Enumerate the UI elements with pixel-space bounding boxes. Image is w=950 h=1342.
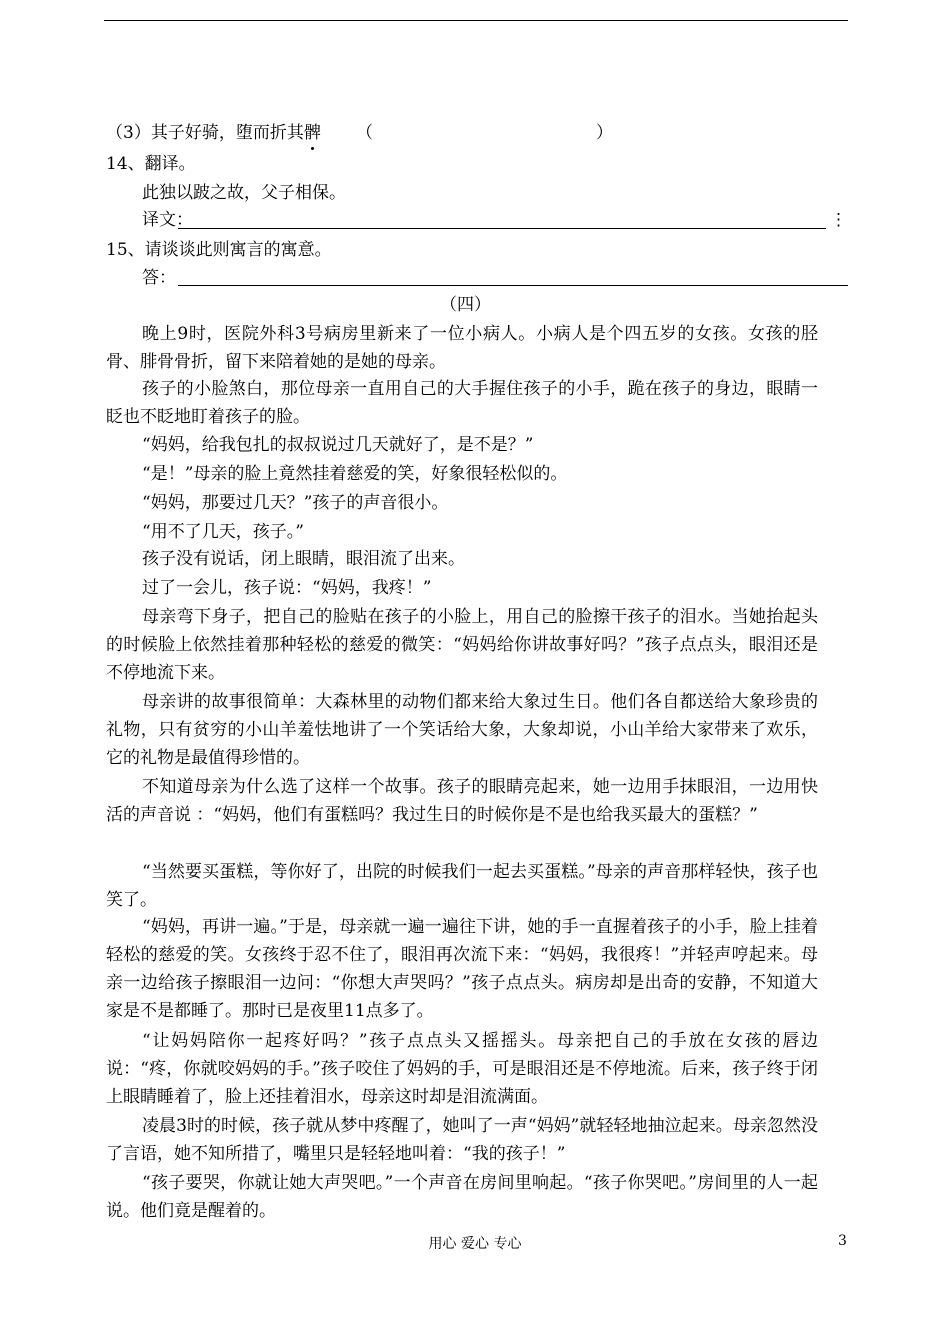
q14-answer-end-mark: ⋮ [830,210,847,230]
passage-paragraph: “孩子要哭，你就让她大声哭吧。”一个声音在房间里响起。“孩子你哭吧。”房间里的人一起说。他们竟是醒着的。 [106,1173,818,1221]
passage-paragraph: “妈妈，给我包扎的叔叔说过几天就好了，是不是？” [142,435,534,455]
passage-paragraph: “是！”母亲的脸上竟然挂着慈爱的笑，好象很轻松似的。 [142,464,568,484]
q15-answer-label: 答： [142,268,176,288]
passage-paragraph: 凌晨3时的时候，孩子就从梦中疼醒了，她叫了一声“妈妈”就轻轻地抽泣起来。母亲忽然没了言语，她不知所措了，嘴里只是轻轻地叫着：“我的孩子！” [106,1116,818,1164]
passage-paragraph: “用不了几天，孩子。” [142,522,304,542]
q13-item-3-text: （3）其子好骑，堕而折其 [106,123,304,143]
passage-paragraph: 孩子没有说话，闭上眼睛，眼泪流了出来。 [142,549,465,569]
q13-item-3-dotted-char: 髀 [303,123,321,143]
q14-sentence: 此独以跛之故，父子相保。 [142,183,346,203]
page-footer: 用心 爱心 专心 [428,1236,522,1252]
q13-item-3-paren-open: （ [356,123,373,143]
q13-item-3 [106,121,321,145]
section-title: （四） [440,295,491,315]
q15-answer-line[interactable] [178,285,848,286]
passage-paragraph: 母亲讲的故事很简单：大森林里的动物们都来给大象过生日。他们各自都送给大象珍贵的礼物，只有贫穷的小山羊羞怯地讲了一个笑话给大象，大象却说，小山羊给大家带来了欢乐，它的礼物是最值得珍惜的。 [106,692,818,768]
passage-paragraph: “妈妈，那要过几天？”孩子的声音很小。 [142,493,449,513]
q14-answer-label: 译文： [142,210,193,230]
q14-answer-line[interactable] [178,228,826,229]
passage-paragraph: 母亲弯下身子，把自己的脸贴在孩子的小脸上，用自己的脸擦干孩子的泪水。当她抬起头的时候脸上依然挂着那种轻松的慈爱的微笑：“妈妈给你讲故事好吗？”孩子点点头，眼泪还是不停地流下来。 [106,607,818,683]
passage-paragraph: “妈妈，再讲一遍。”于是，母亲就一遍一遍往下讲，她的手一直握着孩子的小手，脸上挂着轻松的慈爱的笑。女孩终于忍不住了，眼泪再次流下来：“妈妈，我很疼！”并轻声哼起来。母亲一边给孩子擦眼泪一边问：“你想大声哭吗？”孩子点点头。病房却是出奇的安静，不知道大家是不是都睡了。那时已是夜里11点多了。 [106,917,818,1021]
q13-item-3-paren-close: ） [596,123,613,143]
page-number: 3 [838,1233,847,1249]
passage-paragraph: 过了一会儿，孩子说：“妈妈，我疼！” [142,578,432,598]
q14-title: 14、翻译。 [106,154,196,174]
passage-paragraph: 不知道母亲为什么选了这样一个故事。孩子的眼睛亮起来，她一边用手抹眼泪，一边用快活的声音说 ：“妈妈，他们有蛋糕吗？我过生日的时候你是不是也给我买最大的蛋糕？” [106,777,818,825]
passage-paragraph: 孩子的小脸煞白，那位母亲一直用自己的大手握住孩子的小手，跪在孩子的身边，眼睛一眨也不眨地盯着孩子的脸。 [106,379,818,427]
q15-title: 15、请谈谈此则寓言的寓意。 [106,240,332,260]
passage-paragraph: “让妈妈陪你一起疼好吗？”孩子点点头又摇摇头。母亲把自己的手放在女孩的唇边说：“疼，你就咬妈妈的手。”孩子咬住了妈妈的手，可是眼泪还是不停地流。后来，孩子终于闭上眼睛睡着了，脸上还挂着泪水，母亲这时却是泪流满面。 [106,1031,818,1107]
passage-paragraph: “当然要买蛋糕，等你好了，出院的时候我们一起去买蛋糕。”母亲的声音那样轻快，孩子也笑了。 [106,862,818,910]
passage-paragraph: 晚上9时，医院外科3号病房里新来了一位小病人。小病人是个四五岁的女孩。女孩的胫骨、腓骨骨折，留下来陪着她的是她的母亲。 [106,324,818,372]
header-rule [104,20,848,21]
